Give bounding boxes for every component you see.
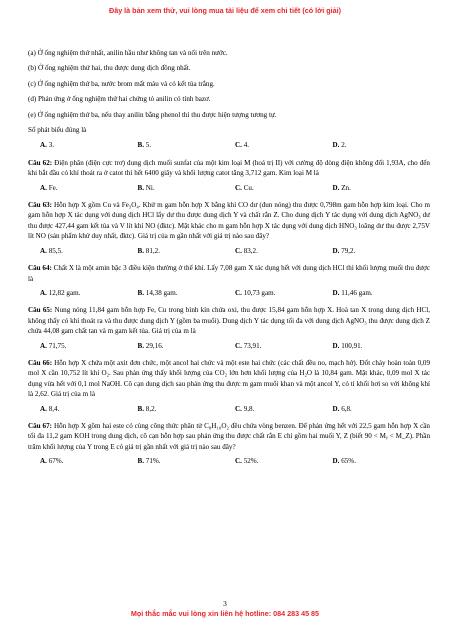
option-b: B. Ni.: [137, 183, 155, 192]
option-a: A. 8,4.: [40, 404, 60, 413]
question-body: Điện phân (điện cực trơ) dung dịch muối sunfat của một kim loại M (hoá trị II) với cường độ dòng điện không đổi 1,93A, cho đến khi bắt đầu có khí thoát ra ở catot thì hết 6400 giây và khối lượng catot tăng 3,712 gam. Kim loại M là: [28, 158, 430, 178]
question-text: [28, 421, 430, 452]
question-label: Câu 64:: [28, 264, 52, 273]
answer-options: [28, 456, 430, 466]
answer-options: [28, 341, 430, 351]
option-c: C. Cu.: [235, 183, 254, 192]
option-d: D. 6,8.: [332, 404, 352, 413]
option-a: A. 67%.: [40, 457, 64, 466]
question-body: Hỗn hợp X gồm hai este có cùng công thức phân tử C₈H₁₀O₂ đều chứa vòng benzen. Để phản ứng hết với 22,5 gam hỗn hợp X cần tối đa 11,2 gam KOH trong dung dịch, cô cạn hỗn hợp sau phản ứng thu được chất rắn E chỉ gồm hai muối Y, Z (biết 90 < Mᵧ < M_Z). Phần trăm khối lượng của Y trong E có giá trị gần nhất với giá trị nào sau đây?: [28, 421, 430, 451]
option-b: B. 5.: [137, 141, 152, 150]
question-text: [28, 305, 430, 336]
option-a: A. 85,5.: [40, 246, 63, 255]
option-a: A. 12,82 gam.: [40, 288, 81, 297]
statement-e: (e) Ở ống nghiệm thứ ba, nếu thay anilin bằng phenol thì thu được hiện tượng tương tự.: [28, 110, 277, 119]
question-text: [28, 158, 430, 179]
question-label: Câu 63:: [28, 201, 53, 210]
statement-c: (c) Ở ống nghiệm thứ ba, nước brom mất màu và có kết tủa trắng.: [28, 79, 215, 88]
option-c: C. 83,2.: [235, 246, 258, 255]
option-b: B. 29,16.: [137, 341, 164, 350]
document-content: [28, 48, 430, 474]
preview-notice-header[interactable]: Đây là bản xem thử, vui lòng mua tài liệu để xem chi tiết (có lời giải): [109, 6, 341, 15]
option-d: D. 2.: [332, 141, 347, 150]
option-b: B. 71%.: [137, 457, 161, 466]
answer-options: [28, 140, 430, 150]
option-d: D. 79,2.: [332, 246, 356, 255]
statement-b: (b) Ở ống nghiệm thứ hai, thu được dung dịch đồng nhất.: [28, 64, 191, 73]
option-c: C. 4.: [235, 141, 250, 150]
option-d: D. Zn.: [332, 183, 351, 192]
question-label: Câu 65:: [28, 306, 53, 315]
question-list: [28, 158, 430, 467]
question-text: [28, 200, 430, 242]
answer-options: [28, 404, 430, 414]
option-c: C. 73,91.: [235, 341, 262, 350]
option-a: A. 71,75.: [40, 341, 67, 350]
hotline-footer[interactable]: Mọi thắc mắc vui lòng xin liên hệ hotline: 084 283 45 85: [130, 609, 320, 618]
question-body: Nung nóng 11,84 gam hỗn hợp Fe, Cu trong bình kín chứa oxi, thu được 15,84 gam hỗn hợp X. Hoà tan X trong dung dịch HCl, không thấy có khí thoát ra và thu được dung dịch Y (gồm ba muối). Dung dịch Y tác dụng tối đa với dung dịch AgNO₃ thu được dung dịch Z chứa 44,08 gam chất tan và m gam kết tủa. Giá trị của m là: [28, 306, 430, 336]
answer-options: [28, 246, 430, 256]
option-b: B. 81,2.: [137, 246, 160, 255]
option-d: D. 100,91.: [332, 341, 363, 350]
question-label: Câu 66:: [28, 358, 53, 367]
option-b: B. 14,38 gam.: [137, 288, 178, 297]
option-d: D. 65%.: [332, 457, 356, 466]
page-number: 3: [223, 599, 227, 608]
question-text: [28, 263, 430, 284]
question-body: Chất X là một amin bậc 3 điều kiện thường ở thể khí. Lấy 7,08 gam X tác dụng hết với dung dịch HCl thì khối lượng muối thu được là: [28, 264, 430, 283]
option-b: B. 8,2.: [137, 404, 157, 413]
question-body: Hỗn hợp X chứa một axit đơn chức, một ancol hai chức và một este hai chức (các chất đều no, mạch hở). Đốt cháy hoàn toàn 0,09 mol X cần 10,752 lít khí O₂. Sau phản ứng thấy khối lượng của CO₂ lớn hơn khối lượng của H₂O là 10,84 gam. Mặt khác, 0,09 mol X tác dụng vừa hết với 0,1 mol NaOH. Cô cạn dung dịch sau phản ứng thu được m gam muối khan và một ancol Y, có tỉ khối hơi so với không khí là 2,62. Giá trị của m là: [28, 358, 431, 399]
answer-options: [28, 288, 430, 298]
option-c: C. 10,73 gam.: [235, 288, 276, 297]
question-label: Câu 67:: [28, 421, 53, 430]
option-a: A. Fe.: [40, 183, 58, 192]
option-a: A. 3.: [40, 141, 55, 150]
statement-a: (a) Ở ống nghiệm thứ nhất, anilin hầu như không tan và nổi trên nước.: [28, 49, 228, 57]
answer-options: [28, 183, 430, 193]
option-d: D. 11,46 gam.: [332, 288, 373, 297]
count-prompt: Số phát biểu đúng là: [28, 126, 87, 135]
option-c: C. 9,8.: [235, 404, 255, 413]
question-text: [28, 358, 430, 400]
question-label: Câu 62:: [28, 158, 53, 167]
option-c: C. 52%.: [235, 457, 259, 466]
question-body: Hỗn hợp X gồm Cu và Fe₃O₄. Khử m gam hỗn hợp X bằng khí CO dư (đun nóng) thu được 0,798m gam hỗn hợp kim loại. Cho m gam hỗn hợp X tác dụng với dung dịch HCl lấy dư thu được dung dịch Y và chất rắn Z. Cho dung dịch Y tác dụng với dung dịch AgNO₃ dư thu được 427,44 gam kết tủa và V lít khí NO (đktc). Mặt khác cho m gam hỗn hợp X tác dụng với dung dịch HNO₃ loãng dư thu được 2,75V lít NO (sản phẩm khử duy nhất, đktc). Giá trị của m gần nhất với giá trị nào sau đây?: [28, 201, 430, 241]
statement-d: (d) Phản ứng ở ống nghiệm thứ hai chứng tỏ anilin có tính bazơ.: [28, 95, 211, 104]
